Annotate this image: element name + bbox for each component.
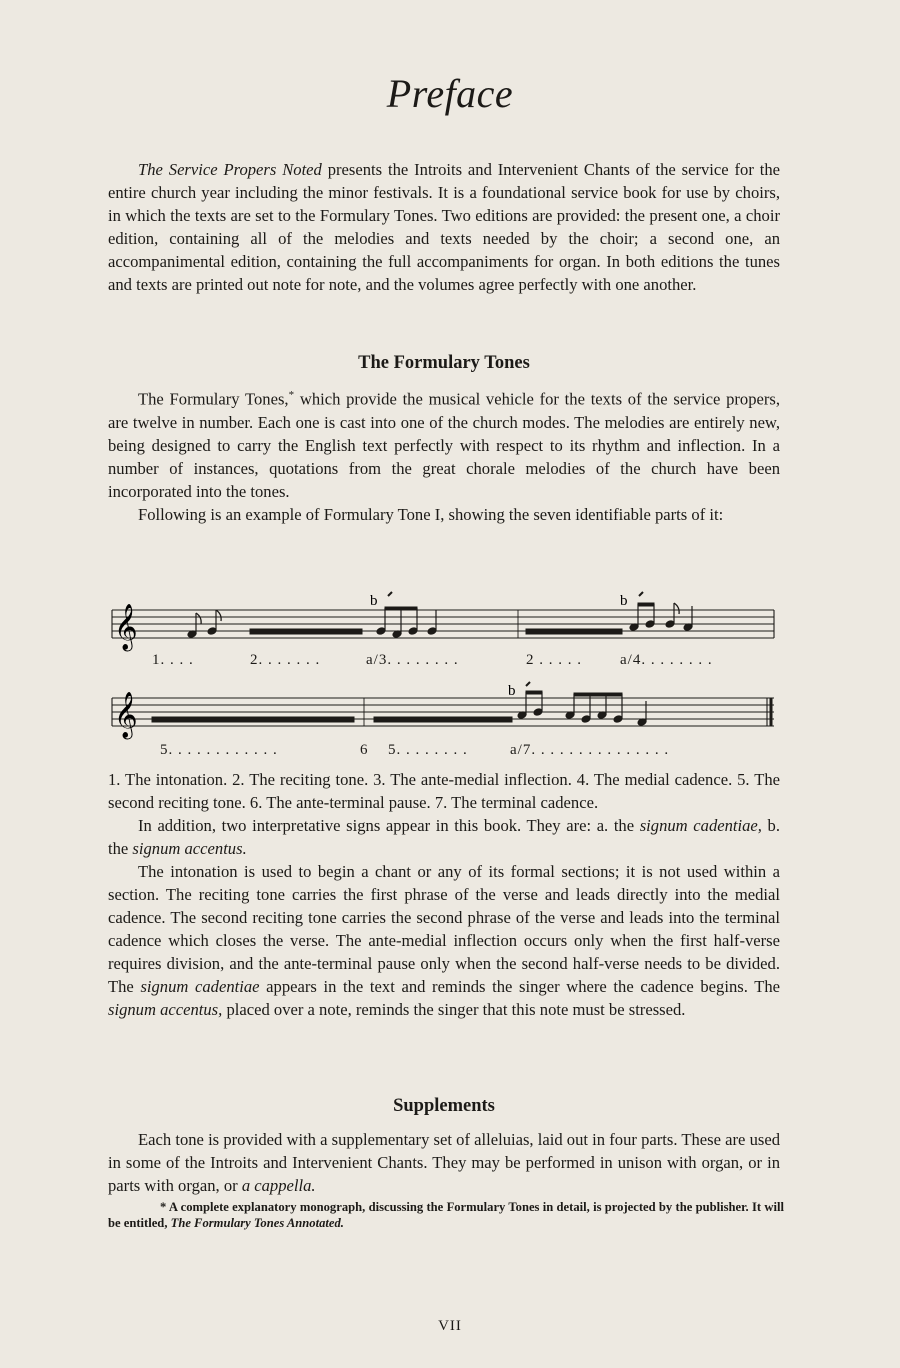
staff-label: 6 bbox=[360, 742, 369, 758]
book-title: The Service Propers Noted bbox=[138, 160, 322, 179]
supplements-text-italic: a cappella. bbox=[241, 1176, 316, 1195]
section-heading-formulary-tones: The Formulary Tones bbox=[358, 353, 530, 373]
staff-2-notation bbox=[108, 680, 778, 746]
signs-text-c: b. the bbox=[108, 816, 780, 858]
footnote-text-b: The Formulary Tones Annotated. bbox=[170, 1216, 344, 1230]
signum-cadentiae-mark-1: b bbox=[370, 593, 378, 609]
intro-text: presents the Introits and Intervenient Chants of the service for the entire church year including the minor festivals. It is a foundational service book for use by choirs, in which the texts are set to the Formulary Tones. Two editions are provided: the present one, a choir edition, containing all of the melodies and texts needed by the choir; a second one, an accompanimental edition, containing the full accompaniments for organ. In both editions the tunes and texts are printed out note for note, and the volumes agree perfectly with one another. bbox=[108, 160, 780, 294]
usage-text-a: The intonation is used to begin a chant or any of its formal sections; it is not used within a section. The reciting tone carries the first phrase of the verse and leads directly into the medial cadence. The second reciting tone carries the second phrase of the verse and leads into the terminal cadence which closes the verse. The ante-medial inflection occurs only when the first half-verse requires division, and the ante-terminal pause only when the second half-verse needs to be divided. The bbox=[108, 862, 780, 996]
staff-2-notes bbox=[152, 682, 647, 726]
usage-paragraph bbox=[108, 860, 780, 1021]
staff-1-notation bbox=[108, 588, 778, 658]
footnote bbox=[108, 1199, 784, 1231]
usage-text-b: signum cadentiae bbox=[140, 977, 260, 996]
intro-paragraph bbox=[108, 158, 780, 296]
formulary-tones-text bbox=[108, 384, 780, 526]
usage-text-c: appears in the text and reminds the singer where the cadence begins. The bbox=[259, 977, 780, 996]
treble-clef-icon: 𝄞 bbox=[114, 604, 138, 650]
footnote-text-a: * A complete explanatory monograph, discussing the Formulary Tones in detail, is projected by the publisher. It will be entitled, bbox=[108, 1200, 784, 1230]
usage-text-d: signum accentus, bbox=[108, 1000, 223, 1019]
signs-text-b: signum cadentiae, bbox=[639, 816, 762, 835]
usage-text-e: placed over a note, reminds the singer that this note must be stressed. bbox=[222, 1000, 686, 1019]
signs-text-d: signum accentus. bbox=[132, 839, 247, 858]
formulary-tones-para1-a: The Formulary Tones, bbox=[138, 389, 289, 409]
explanation-text bbox=[108, 768, 780, 1021]
staff-label: 1. . . . bbox=[152, 652, 194, 668]
section-heading-supplements: Supplements bbox=[393, 1096, 495, 1116]
staff-label: 5. . . . . . . . bbox=[388, 742, 468, 758]
page-title: Preface bbox=[386, 71, 514, 116]
signum-cadentiae-mark-2: b bbox=[620, 593, 628, 609]
treble-clef-icon: 𝄞 bbox=[114, 692, 138, 738]
supplements-text: Each tone is provided with a supplementary set of alleluias, laid out in four parts. These are used in some of the Introits and Intervenient Chants. They may be performed in unison with organ, or in parts with organ, or bbox=[108, 1130, 780, 1195]
staff-label: a/7. . . . . . . . . . . . . . . bbox=[510, 742, 670, 758]
staff-label: 5. . . . . . . . . . . . bbox=[160, 742, 278, 758]
footnote-marker: * bbox=[288, 389, 295, 401]
staff-label: a/4. . . . . . . . bbox=[620, 652, 713, 668]
page-number: VII bbox=[438, 1318, 462, 1334]
signs-text-a: In addition, two interpretative signs appear in this book. They are: a. the bbox=[138, 816, 640, 835]
staff-2-labels bbox=[108, 742, 780, 762]
parts-legend: 1. The intonation. 2. The reciting tone. 3. The ante-medial inflection. 4. The medial cadence. 5. The second reciting tone. 6. The ante-terminal pause. 7. The terminal cadence. bbox=[108, 770, 780, 812]
supplements-paragraph bbox=[108, 1128, 780, 1197]
staff-1-labels bbox=[108, 652, 780, 672]
signs-paragraph bbox=[108, 814, 780, 860]
formulary-tones-para1-b: which provide the musical vehicle for the texts of the service propers, are twelve in number. Each one is cast into one of the church modes. The melodies are entirely new, being designed to carry the English text perfectly with respect to its rhythm and inflection. In a number of instances, quotations from the great chorale melodies of the church have been incorporated into the tones. bbox=[108, 389, 781, 501]
staff-label: 2 . . . . . bbox=[526, 652, 582, 668]
signum-cadentiae-mark-3: b bbox=[508, 683, 516, 699]
formulary-tones-para2: Following is an example of Formulary Tone I, showing the seven identifiable parts of it: bbox=[138, 504, 724, 524]
staff-label: 2. . . . . . . bbox=[250, 652, 321, 668]
staff-label: a/3. . . . . . . . bbox=[366, 652, 459, 668]
music-staff-1 bbox=[108, 588, 778, 658]
music-staff-2 bbox=[108, 680, 778, 746]
